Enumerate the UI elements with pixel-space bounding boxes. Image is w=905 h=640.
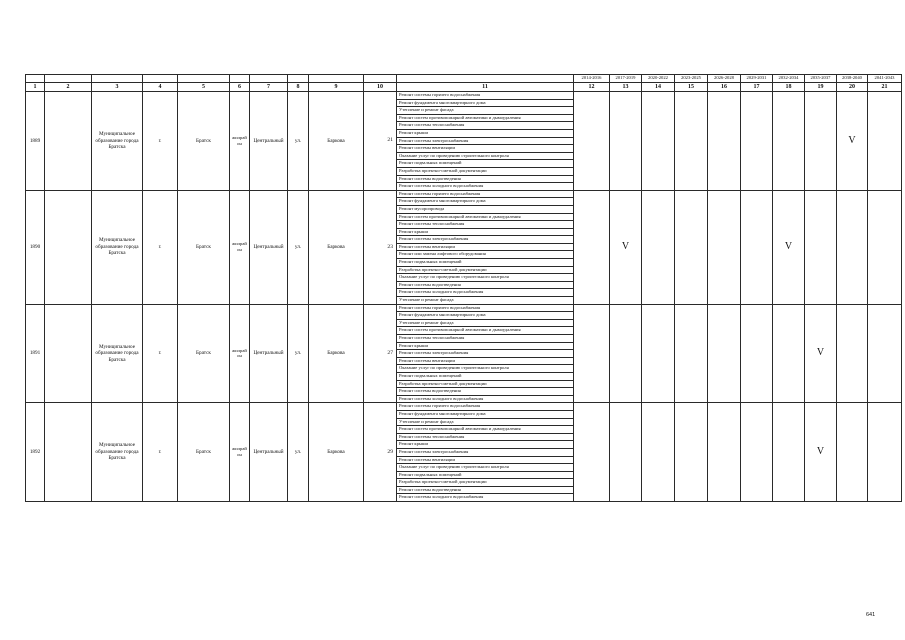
settlement-name: Братск	[178, 190, 230, 304]
street-name: Баркова	[309, 92, 364, 191]
column-number-cell: 12	[574, 83, 610, 92]
record-number: 1889	[26, 92, 45, 191]
work-item: Ремонт системы электроснабжения	[397, 236, 574, 244]
work-item: Разработка проектно-сметной документации	[397, 167, 574, 175]
street-name: Баркова	[309, 190, 364, 304]
house-number: 29	[364, 403, 397, 502]
work-item: Ремонт систем противопожарной автоматики и дымоудаления	[397, 114, 574, 122]
period-cell	[741, 304, 773, 403]
district-name: Центральный	[250, 304, 288, 403]
table-row	[26, 190, 902, 198]
settlement-name: Братск	[178, 304, 230, 403]
work-item: Ремонт подвальных помещений	[397, 259, 574, 267]
work-item: Ремонт подвальных помещений	[397, 471, 574, 479]
house-number: 27	[364, 304, 397, 403]
column-number-cell: 9	[309, 83, 364, 92]
work-item: Оказание услуг по проведению строительного контроля	[397, 464, 574, 472]
street-type: ул.	[288, 190, 309, 304]
period-cell	[741, 403, 773, 502]
work-item: Ремонт систем противопожарной автоматики и дымоудаления	[397, 426, 574, 434]
work-item: Утепление и ремонт фасада	[397, 107, 574, 115]
column-number-cell: 13	[610, 83, 642, 92]
capital-repair-schedule-table	[25, 74, 902, 502]
column-number-cell: 20	[837, 83, 868, 92]
period-cell	[868, 92, 902, 191]
work-item: Ремонт системы водоотведения	[397, 388, 574, 396]
work-item: Ремонт системы электроснабжения	[397, 448, 574, 456]
work-item: Утепление и ремонт фасада	[397, 418, 574, 426]
record-number: 1890	[26, 190, 45, 304]
work-item: Ремонт крыши	[397, 342, 574, 350]
period-cell	[805, 92, 837, 191]
period-cell	[837, 304, 868, 403]
settlement-type: г.	[143, 304, 178, 403]
period-mark: V	[805, 304, 837, 403]
record-number: 1891	[26, 304, 45, 403]
period-header-cell: 2017-2019	[610, 75, 642, 83]
period-header-cell: 2029-2031	[741, 75, 773, 83]
period-cell	[610, 304, 642, 403]
column-number-cell: 7	[250, 83, 288, 92]
period-cell	[708, 403, 741, 502]
work-item: Ремонт системы электроснабжения	[397, 350, 574, 358]
period-cell	[773, 92, 805, 191]
work-item: Ремонт системы вентиляции	[397, 145, 574, 153]
period-cell	[574, 304, 610, 403]
work-item: Утепление и ремонт фасада	[397, 319, 574, 327]
work-item: Ремонт системы горячего водоснабжения	[397, 304, 574, 312]
period-cell	[868, 403, 902, 502]
municipality-name: Муниципальное образование города Братска	[92, 190, 143, 304]
table-row	[26, 403, 902, 411]
period-mark: V	[610, 190, 642, 304]
work-item: Ремонт систем противопожарной автоматики и дымоудаления	[397, 327, 574, 335]
work-item: Разработка проектно-сметной документации	[397, 266, 574, 274]
period-mark: V	[773, 190, 805, 304]
period-cell	[868, 190, 902, 304]
work-item: Разработка проектно-сметной документации	[397, 380, 574, 388]
work-item: Ремонт системы горячего водоснабжения	[397, 403, 574, 411]
column-number-cell: 19	[805, 83, 837, 92]
work-item: Ремонт системы теплоснабжения	[397, 122, 574, 130]
work-item: Ремонт фундамента многоквартирного дома	[397, 198, 574, 206]
street-name: Баркова	[309, 304, 364, 403]
period-cell	[837, 190, 868, 304]
column-number-cell: 17	[741, 83, 773, 92]
period-cell	[642, 304, 675, 403]
work-item: Ремонт крыши	[397, 441, 574, 449]
district-name: Центральный	[250, 190, 288, 304]
street-type: ул.	[288, 403, 309, 502]
work-item: Ремонт системы водоотведения	[397, 486, 574, 494]
table-row	[26, 92, 902, 100]
work-item: Ремонт системы горячего водоснабжения	[397, 190, 574, 198]
period-header-cell: 2020-2022	[642, 75, 675, 83]
period-header-cell: 2014-2016	[574, 75, 610, 83]
work-item: Ремонт системы холодного водоснабжения	[397, 289, 574, 297]
work-item: Оказание услуг по проведению строительного контроля	[397, 274, 574, 282]
settlement-name: Братск	[178, 403, 230, 502]
work-item: Ремонт системы вентиляции	[397, 456, 574, 464]
period-header-cell: 2035-2037	[805, 75, 837, 83]
work-item: Ремонт системы горячего водоснабжения	[397, 92, 574, 100]
work-item: Ремонт фундамента многоквартирного дома	[397, 99, 574, 107]
column-number-cell: 6	[230, 83, 250, 92]
period-cell	[642, 92, 675, 191]
column-number-cell: 16	[708, 83, 741, 92]
work-item: Разработка проектно-сметной документации	[397, 479, 574, 487]
period-cell	[708, 304, 741, 403]
work-item: Ремонт мусоропровода	[397, 205, 574, 213]
column-number-cell: 15	[675, 83, 708, 92]
period-cell	[741, 92, 773, 191]
district-type: жилрай он	[230, 304, 250, 403]
period-cell	[708, 190, 741, 304]
period-header-cell: 2023-2025	[675, 75, 708, 83]
period-mark: V	[837, 92, 868, 191]
street-type: ул.	[288, 304, 309, 403]
street-type: ул.	[288, 92, 309, 191]
settlement-type: г.	[143, 403, 178, 502]
column-number-cell: 10	[364, 83, 397, 92]
district-name: Центральный	[250, 403, 288, 502]
column-number-cell: 2	[45, 83, 92, 92]
work-item: Ремонт системы вентиляции	[397, 243, 574, 251]
work-item: Ремонт системы вентиляции	[397, 357, 574, 365]
period-cell	[773, 304, 805, 403]
work-item: Ремонт системы водоотведения	[397, 175, 574, 183]
period-cell	[741, 190, 773, 304]
work-item: Ремонт системы холодного водоснабжения	[397, 395, 574, 403]
period-cell	[574, 403, 610, 502]
period-cell	[642, 190, 675, 304]
work-item: Ремонт фундамента многоквартирного дома	[397, 312, 574, 320]
work-item: Оказание услуг по проведению строительного контроля	[397, 365, 574, 373]
district-name: Центральный	[250, 92, 288, 191]
page-number: 641	[866, 612, 876, 618]
period-cell	[805, 190, 837, 304]
house-number: 21	[364, 92, 397, 191]
period-cell	[642, 403, 675, 502]
period-cell	[610, 403, 642, 502]
period-mark: V	[805, 403, 837, 502]
district-type: жилрай он	[230, 403, 250, 502]
column-number-cell: 21	[868, 83, 902, 92]
work-item: Ремонт крыши	[397, 129, 574, 137]
period-header-row	[26, 75, 902, 83]
district-type: жилрай он	[230, 92, 250, 191]
municipality-name: Муниципальное образование города Братска	[92, 304, 143, 403]
column-number-row	[26, 83, 902, 92]
work-item: Ремонт системы теплоснабжения	[397, 221, 574, 229]
column-number-cell: 4	[143, 83, 178, 92]
work-item: Ремонт системы холодного водоснабжения	[397, 494, 574, 502]
column-number-cell: 8	[288, 83, 309, 92]
work-item: Ремонт фундамента многоквартирного дома	[397, 410, 574, 418]
period-cell	[610, 92, 642, 191]
period-cell	[675, 190, 708, 304]
work-item: Утепление и ремонт фасада	[397, 297, 574, 305]
period-cell	[675, 403, 708, 502]
settlement-type: г.	[143, 190, 178, 304]
work-item: Ремонт системы водоотведения	[397, 281, 574, 289]
period-cell	[868, 304, 902, 403]
table-row	[26, 304, 902, 312]
work-item: Ремонт системы электроснабжения	[397, 137, 574, 145]
period-header-cell: 2026-2028	[708, 75, 741, 83]
column-number-cell: 5	[178, 83, 230, 92]
column-number-cell: 1	[26, 83, 45, 92]
district-type: жилрай он	[230, 190, 250, 304]
work-item: Ремонт системы холодного водоснабжения	[397, 183, 574, 191]
column-number-cell: 3	[92, 83, 143, 92]
settlement-name: Братск	[178, 92, 230, 191]
settlement-type: г.	[143, 92, 178, 191]
municipality-name: Муниципальное образование города Братска	[92, 403, 143, 502]
empty-cell	[45, 304, 92, 403]
empty-cell	[45, 403, 92, 502]
period-cell	[837, 403, 868, 502]
period-header-cell: 2038-2040	[837, 75, 868, 83]
work-item: Ремонт системы теплоснабжения	[397, 335, 574, 343]
work-item: Ремонт системы теплоснабжения	[397, 433, 574, 441]
period-cell	[574, 190, 610, 304]
period-cell	[574, 92, 610, 191]
work-item: Ремонт или замена лифтового оборудования	[397, 251, 574, 259]
work-item: Ремонт подвальных помещений	[397, 372, 574, 380]
street-name: Баркова	[309, 403, 364, 502]
period-cell	[773, 403, 805, 502]
work-item: Ремонт крыши	[397, 228, 574, 236]
column-number-cell: 18	[773, 83, 805, 92]
column-number-cell: 11	[397, 83, 574, 92]
column-number-cell: 14	[642, 83, 675, 92]
record-number: 1892	[26, 403, 45, 502]
period-cell	[675, 304, 708, 403]
period-header-cell: 2041-2043	[868, 75, 902, 83]
work-item: Ремонт подвальных помещений	[397, 160, 574, 168]
empty-cell	[45, 92, 92, 191]
period-header-cell: 2032-2034	[773, 75, 805, 83]
municipality-name: Муниципальное образование города Братска	[92, 92, 143, 191]
empty-cell	[45, 190, 92, 304]
period-cell	[675, 92, 708, 191]
period-cell	[708, 92, 741, 191]
house-number: 23	[364, 190, 397, 304]
work-item: Оказание услуг по проведению строительного контроля	[397, 152, 574, 160]
work-item: Ремонт систем противопожарной автоматики и дымоудаления	[397, 213, 574, 221]
